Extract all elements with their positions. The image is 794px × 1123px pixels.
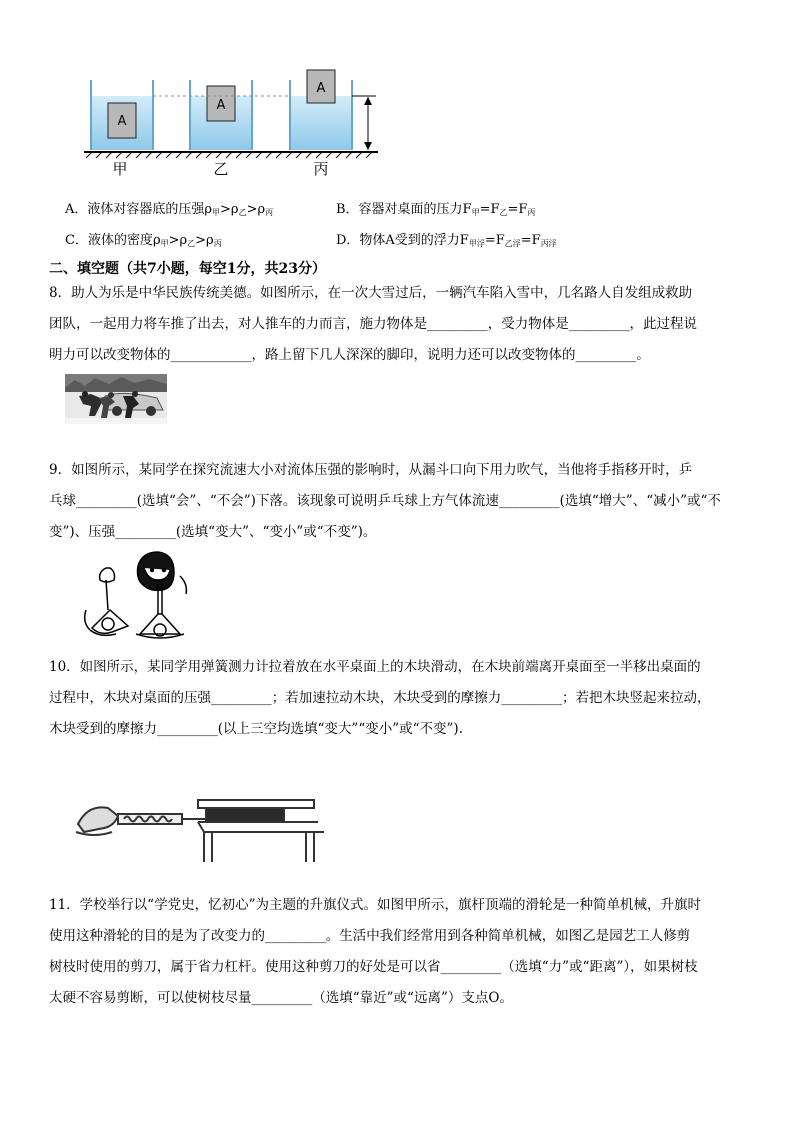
- container-bing: [290, 70, 352, 150]
- funnel-blow-figure: [76, 550, 206, 645]
- option-c: C．液体的密度$\rho_甲>\rho_乙>\rho_丙$: [65, 233, 222, 248]
- q11-line-4: 太硬不容易剪断，可以使树枝尽量_________（选填“靠近”或“远离”）支点O。: [49, 990, 513, 1006]
- q9-line-3: 变”)、压强_________(选填“变大”、“变小”或“不变”)。: [49, 524, 377, 540]
- section-title: 二、填空题（共7小题，每空1分，共23分）: [49, 261, 326, 277]
- q10-line-2: 过程中，木块对桌面的压强_________；若加速拉动木块，木块受到的摩擦力_________；若把木块竖起来拉动，: [49, 690, 711, 706]
- q9-line-2: 乓球_________(选填“会”、“不会”)下落。该现象可说明乒乓球上方气体流速_________(选填“增大”、“减小”或“不: [49, 493, 721, 509]
- q8-line-1: 8．助人为乐是中华民族传统美德。如图所示，在一次大雪过后，一辆汽车陷入雪中，几名路人自发组成救助: [49, 285, 693, 301]
- svg-text:A: A: [216, 98, 226, 113]
- container-jia: [91, 80, 153, 150]
- q11-line-2: 使用这种滑轮的目的是为了改变力的_________。生活中我们经常用到各种简单机械，如图乙是园艺工人修剪: [49, 928, 691, 944]
- q8-line-3: 明力可以改变物体的____________，路上留下几人深深的脚印，说明力还可以改变物体的_________。: [49, 347, 650, 363]
- q8-line-2: 团队，一起用力将车推了出去，对人推车的力而言，施力物体是_________，受力物体是_________，此过程说: [49, 316, 697, 332]
- car-push-photo: [65, 374, 167, 424]
- q11-line-1: 11．学校举行以“学党史，忆初心”为主题的升旗仪式。如图甲所示，旗杆顶端的滑轮是一种简单机械，升旗时: [49, 897, 701, 913]
- svg-text:A: A: [117, 114, 127, 129]
- spring-scale-figure: [74, 786, 324, 866]
- q11-line-3: 树枝时使用的剪刀，属于省力杠杆。使用这种剪刀的好处是可以省_________（选填“力”或“距离”），如果树枝: [49, 959, 698, 975]
- q10-line-3: 木块受到的摩擦力_________(以上三空均选填“变大”“变小”或“不变”).: [49, 721, 463, 737]
- svg-text:A: A: [316, 81, 326, 96]
- option-d: D．物体A受到的浮力$F_{甲浮}=F_{乙浮}=F_{丙浮}$: [336, 233, 557, 248]
- option-a: A．液体对容器底的压强$\rho_甲>\rho_乙>\rho_丙$: [65, 202, 274, 217]
- label-yi: 乙: [213, 160, 229, 178]
- q9-line-1: 9．如图所示，某同学在探究流速大小对流体压强的影响时，从漏斗口向下用力吹气，当他将手指移开时，乒: [49, 462, 693, 478]
- label-bing: 丙: [313, 160, 329, 178]
- containers-figure: [80, 62, 390, 180]
- container-yi: [190, 80, 252, 150]
- label-jia: 甲: [112, 160, 128, 178]
- q10-line-1: 10．如图所示，某同学用弹簧测力计拉着放在水平桌面上的木块滑动，在木块前端离开桌面至一半移出桌面的: [49, 659, 701, 675]
- option-b: B．容器对桌面的压力$F_甲=F_乙=F_丙$: [336, 202, 536, 217]
